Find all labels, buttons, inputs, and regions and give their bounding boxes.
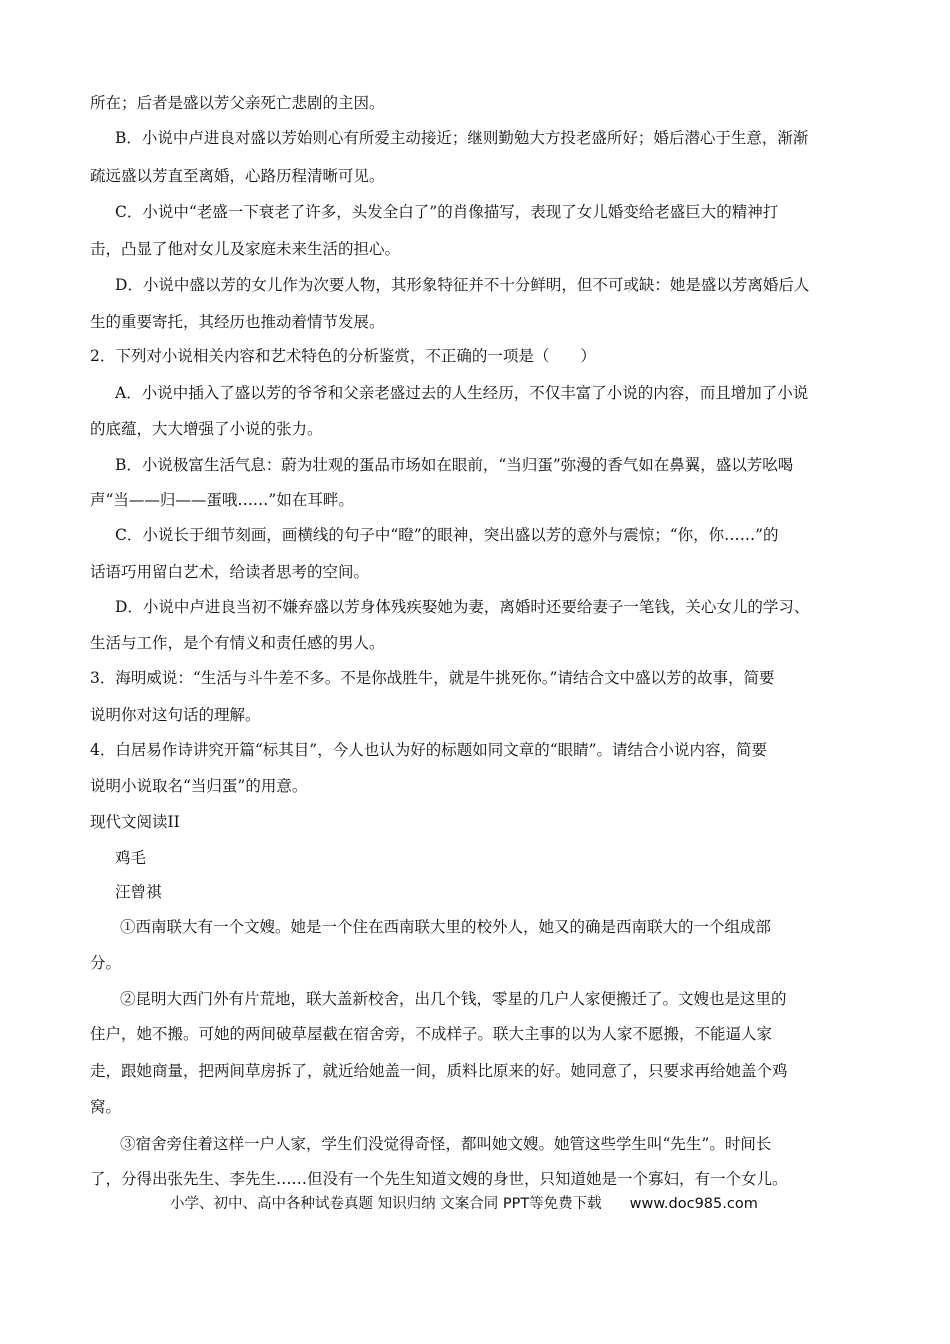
article-title: 鸡毛 [115,849,147,867]
option-b: B．小说极富生活气息：蔚为壮观的蛋品市场如在眼前，“当归蛋”弥漫的香气如在鼻翼，盛以芳吆喝 [115,456,794,474]
page-footer [170,1192,758,1213]
paragraph-1: ①西南联大有一个文嫂。她是一个住在西南联大里的校外人，她又的确是西南联大的一个组成部 [120,918,772,936]
text-line: 话语巧用留白艺术，给读者思考的空间。 [90,563,370,581]
text-line: 的底蕴，大大增强了小说的张力。 [90,420,323,438]
option-b: B．小说中卢进良对盛以芳始则心有所爱主动接近；继则勤勉大方投老盛所好；婚后潜心于生意，渐渐 [115,129,809,147]
text-line: 窝。 [90,1098,122,1116]
paragraph-2: ②昆明大西门外有片荒地，联大盖新校舍，出几个钱，零星的几户人家便搬迁了。文嫂也是这里的 [120,990,787,1008]
article-author: 汪曾祺 [115,883,162,901]
option-d: D．小说中卢进良当初不嫌弃盛以芳身体残疾娶她为妻，离婚时还要给妻子一笔钱，关心女儿的学习、 [115,598,810,616]
text-line: 疏远盛以芳直至离婚，心路历程清晰可见。 [90,167,385,185]
text-line: 了，分得出张先生、李先生……但没有一个先生知道文嫂的身世，只知道她是一个寡妇，有一个女儿。 [90,1170,788,1188]
option-a: A．小说中插入了盛以芳的爷爷和父亲老盛过去的人生经历，不仅丰富了小说的内容，而且增加了小说 [115,384,809,402]
text-line: 说明你对这句话的理解。 [90,706,261,724]
option-d: D．小说中盛以芳的女儿作为次要人物，其形象特征并不十分鲜明，但不可或缺：她是盛以芳离婚后人 [115,276,810,294]
footer-site[interactable]: www.doc985.com [629,1196,758,1212]
text-line: 所在；后者是盛以芳父亲死亡悲剧的主因。 [90,94,385,112]
question-2: 2．下列对小说相关内容和艺术特色的分析鉴赏，不正确的一项是（ ） [90,347,596,365]
text-line: 分。 [90,954,122,972]
text-line: 住户，她不搬。可她的两间破草屋截在宿舍旁，不成样子。联大主事的以为人家不愿搬，不能逼人家 [90,1025,773,1043]
paragraph-3: ③宿舍旁住着这样一户人家，学生们没觉得奇怪，都叫她文嫂。她管这些学生叫“先生”。时间长 [120,1135,772,1153]
question-3: 3．海明威说：“生活与斗牛差不多。不是你战胜牛，就是牛挑死你。”请结合文中盛以芳的故事，简要 [90,669,775,687]
text-line: 击，凸显了他对女儿及家庭未来生活的担心。 [90,240,401,258]
option-c: C．小说长于细节刻画，画横线的句子中“瞪”的眼神，突出盛以芳的意外与震惊；“你，你……”的 [115,526,779,544]
text-line: 说明小说取名“当归蛋”的用意。 [90,777,308,795]
option-c: C．小说中“老盛一下衰老了许多，头发全白了”的肖像描写，表现了女儿婚变给老盛巨大的精神打 [115,203,779,221]
text-line: 生的重要寄托，其经历也推动着情节发展。 [90,313,385,331]
question-4: 4．白居易作诗讲究开篇“标其目”，今人也认为好的标题如同文章的“眼睛”。请结合小说内容，简要 [90,741,768,759]
section-heading: 现代文阅读II [90,813,180,831]
footer-text: 小学、初中、高中各种试卷真题 知识归纳 文案合同 PPT等免费下载 [170,1196,602,1212]
text-line: 走，跟她商量，把两间草房拆了，就近给她盖一间，质料比原来的好。她同意了，只要求再给她盖个鸡 [90,1062,788,1080]
text-line: 生活与工作，是个有情义和责任感的男人。 [90,634,385,652]
text-line: 声“当——归——蛋哦……”如在耳畔。 [90,491,354,509]
